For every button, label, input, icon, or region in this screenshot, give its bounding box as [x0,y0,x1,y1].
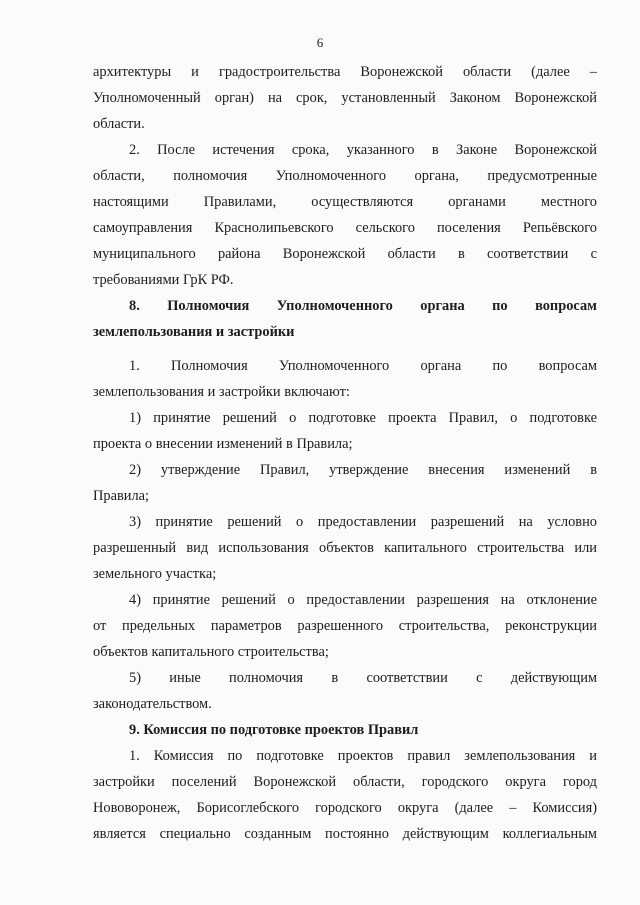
body-text-line: землепользования и застройки включают: [93,384,350,400]
body-text-line [93,345,597,353]
body-text-line: разрешенный вид использования объектов капитального строительства или [93,540,597,556]
document-body [93,59,597,847]
body-text-line: 2) утверждение Правил, утверждение внесения изменений в [129,462,597,478]
section-heading-line: землепользования и застройки [93,324,295,340]
body-text-line: архитектуры и градостроительства Воронежской области (далее – [93,64,597,80]
body-text-line: 4) принятие решений о предоставлении разрешения на отклонение [129,592,597,608]
body-text-line: Нововоронеж, Борисоглебского городского округа (далее – Комиссия) [93,800,597,816]
section-heading-line: 9. Комиссия по подготовке проектов Правил [129,722,419,738]
body-text-line: 3) принятие решений о предоставлении разрешений на условно [129,514,597,530]
body-text-line: застройки поселений Воронежской области, городского округа город [93,774,597,790]
body-text-line: самоуправления Краснолипьевского сельского поселения Репьёвского [93,220,597,236]
body-text-line: области, полномочия Уполномоченного органа, предусмотренные [93,168,597,184]
body-text-line: объектов капитального строительства; [93,644,329,660]
body-text-line: 1. Комиссия по подготовке проектов правил землепользования и [129,748,597,764]
body-text-line: требованиями ГрК РФ. [93,272,234,288]
section-heading-line: 8. Полномочия Уполномоченного органа по вопросам [129,298,597,314]
body-text-line: 1. Полномочия Уполномоченного органа по вопросам [129,358,597,374]
body-text-line: 1) принятие решений о подготовке проекта Правил, о подготовке [129,410,597,426]
page-number: 6 [316,35,324,50]
body-text-line: от предельных параметров разрешенного строительства, реконструкции [93,618,597,634]
body-text-line: 2. После истечения срока, указанного в Законе Воронежской [129,142,597,158]
body-text-line: настоящими Правилами, осуществляются органами местного [93,194,597,210]
body-text-line: Правила; [93,488,150,504]
body-text-line: земельного участка; [93,566,217,582]
body-text-line: муниципального района Воронежской области в соответствии с [93,246,597,262]
body-text-line: законодательством. [93,696,212,712]
body-text-line: 5) иные полномочия в соответствии с действующим [129,670,597,686]
body-text-line: проекта о внесении изменений в Правила; [93,436,353,452]
body-text-line: является специально созданным постоянно действующим коллегиальным [93,826,597,842]
body-text-line: области. [93,116,145,132]
body-text-line: Уполномоченный орган) на срок, установленный Законом Воронежской [93,90,597,106]
